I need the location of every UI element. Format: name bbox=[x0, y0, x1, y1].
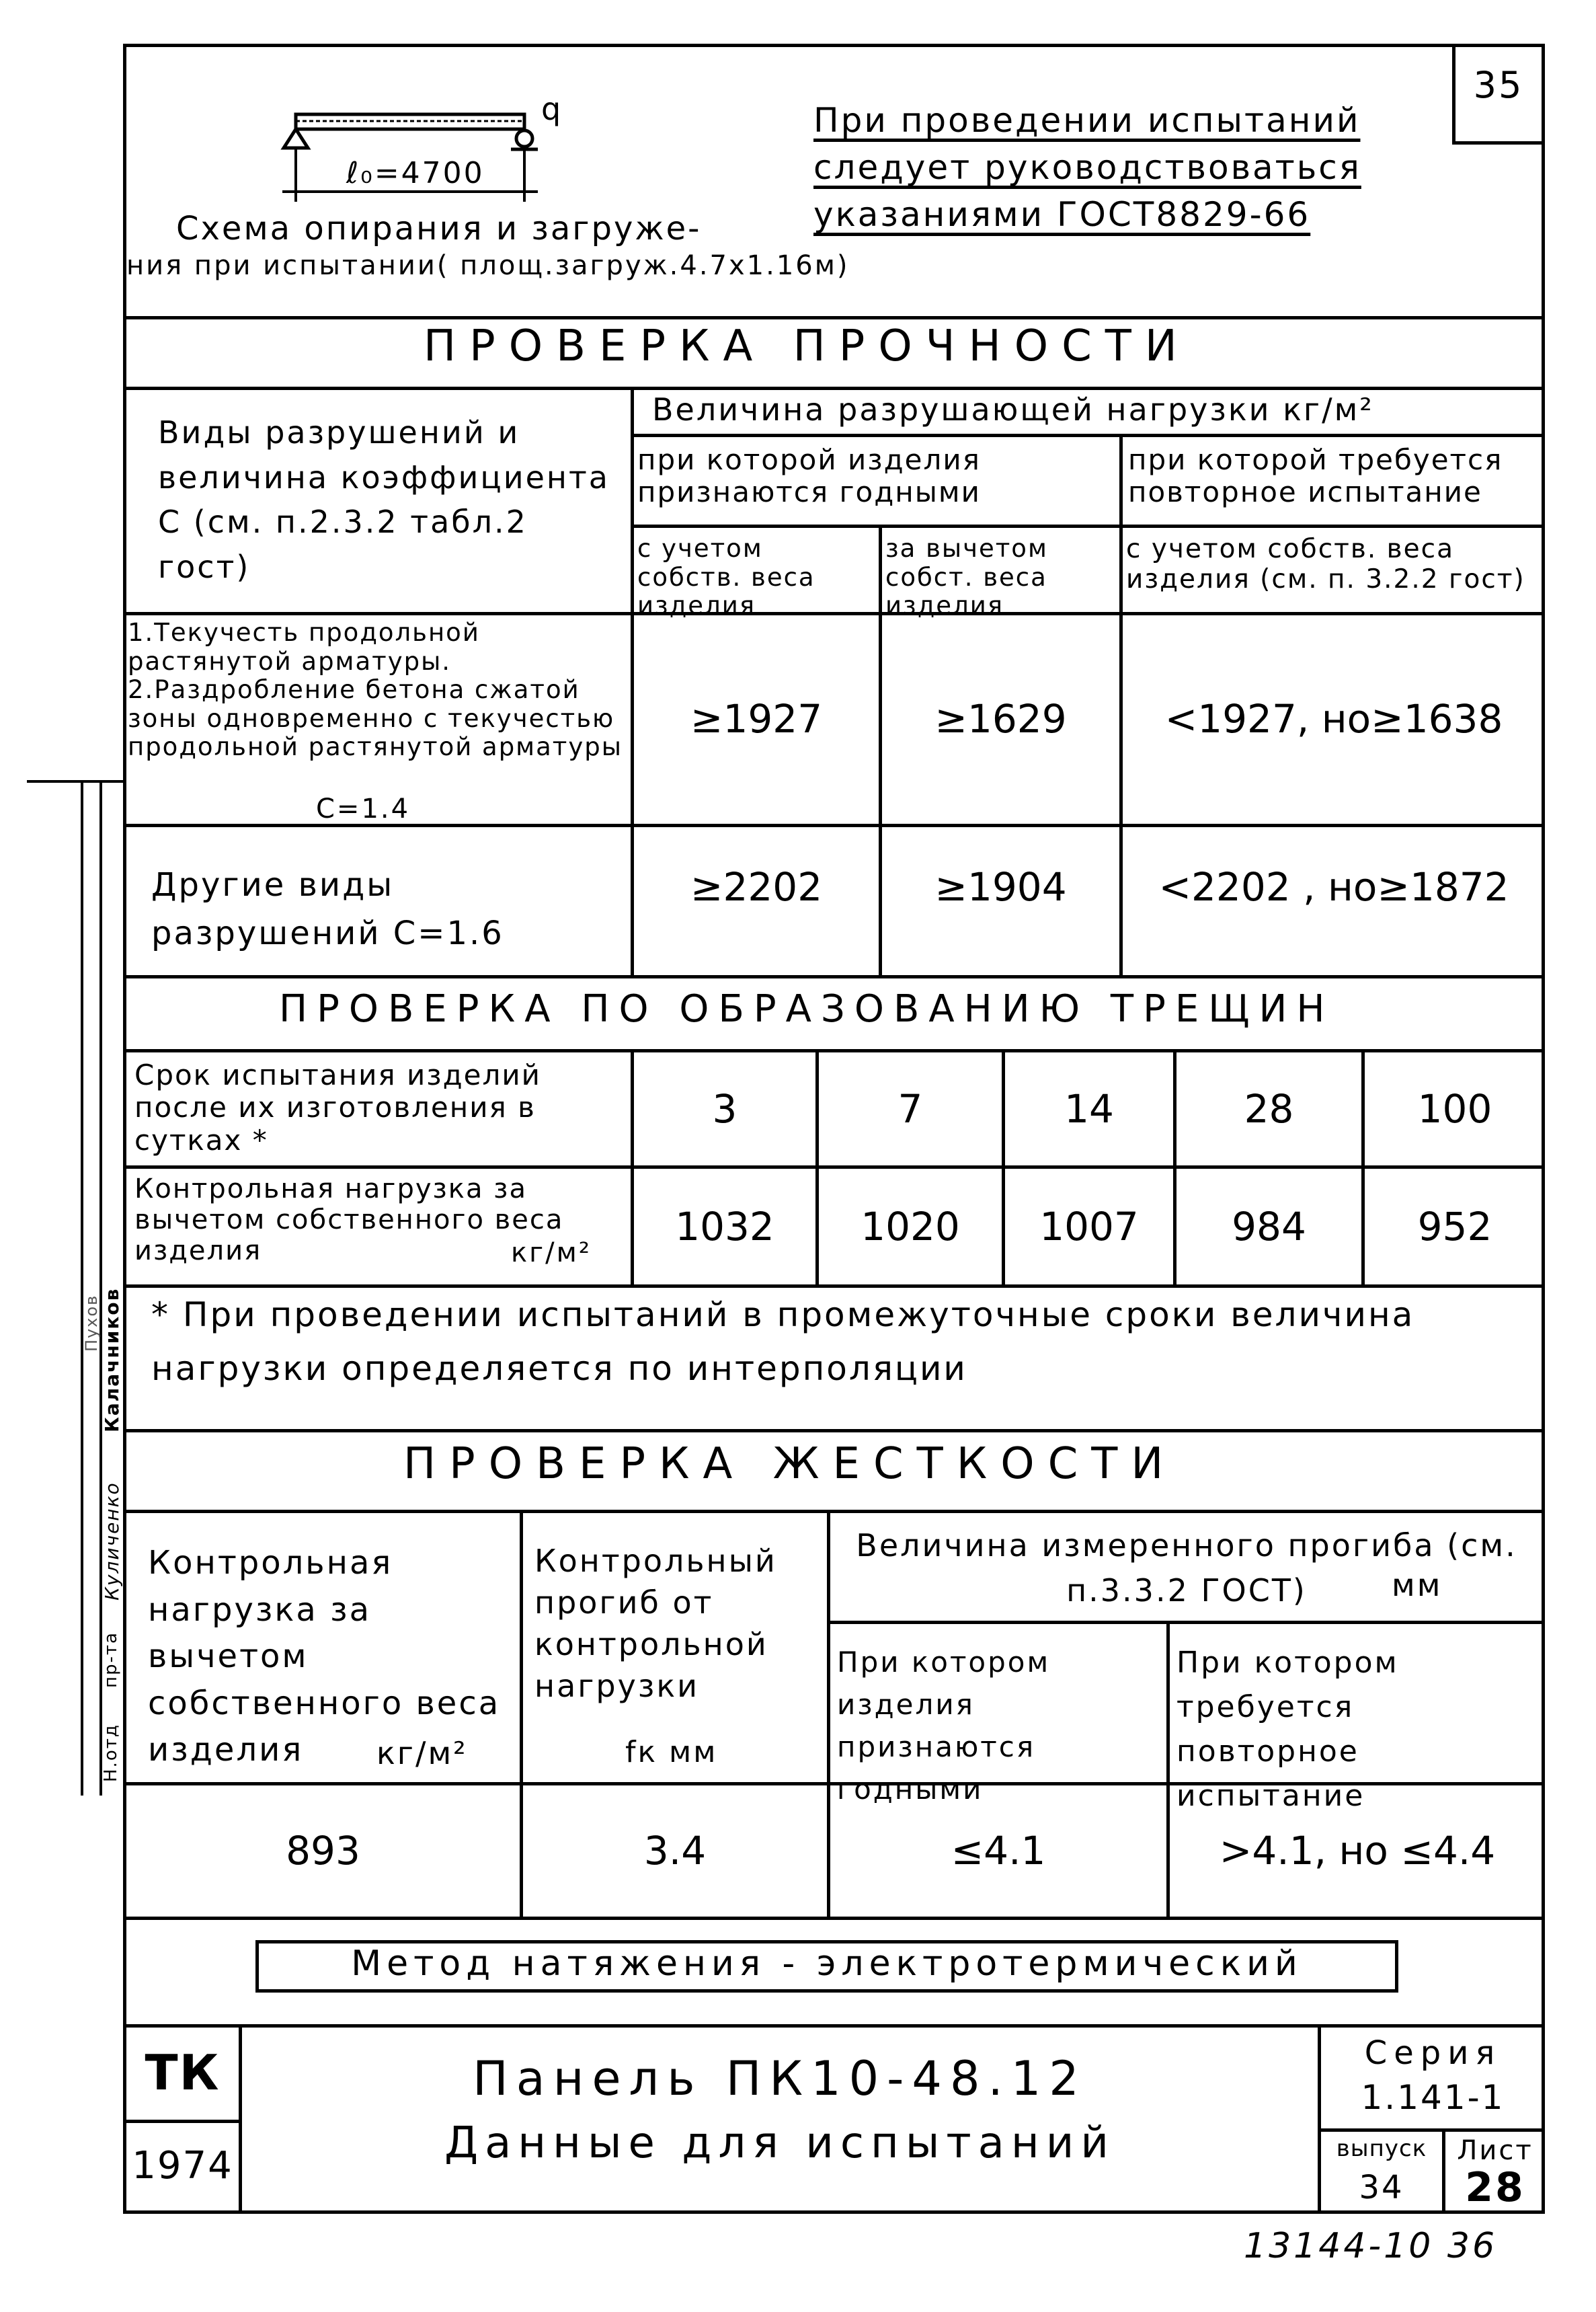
signature-role-2: Н.отд bbox=[101, 1724, 121, 1782]
stiffness-value-load: 893 bbox=[286, 1828, 360, 1874]
cracks-load-14: 1007 bbox=[1039, 1204, 1139, 1249]
strength-row1-minus-weight: ≥1629 bbox=[934, 696, 1067, 742]
series-value: 1.141-1 bbox=[1361, 2078, 1505, 2117]
strength-row2-with-weight: ≥2202 bbox=[690, 864, 823, 910]
cracks-load-7: 1020 bbox=[861, 1204, 960, 1249]
line-strength-top bbox=[123, 316, 1545, 319]
cracks-load-label: Контрольная нагрузка за вычетом собственного веса изделия bbox=[134, 1173, 564, 1266]
line-stiffness-header bbox=[123, 1510, 1545, 1513]
cracks-load-28: 984 bbox=[1232, 1204, 1306, 1249]
cracks-h1 bbox=[123, 1165, 1545, 1169]
stiffness-col3-header: При котором изделия признаются годными bbox=[837, 1646, 1051, 1806]
title-line2: Данные для испытаний bbox=[444, 2118, 1115, 2168]
cracks-term-label: Срок испытания изделий после их изготовления в сутках * bbox=[134, 1058, 541, 1157]
strength-row2-retest: <2202 , но≥1872 bbox=[1158, 864, 1509, 910]
page-number: 35 bbox=[1473, 64, 1524, 106]
line-stiffness-top bbox=[123, 1429, 1545, 1432]
cracks-term-28: 28 bbox=[1244, 1086, 1294, 1132]
stiffness-value-suitable: ≤4.1 bbox=[951, 1828, 1046, 1874]
stiffness-value-retest: >4.1, но ≤4.4 bbox=[1219, 1828, 1496, 1874]
stiffness-col2-header: Контрольный прогиб от контрольной нагрузки bbox=[534, 1543, 777, 1705]
title-org: ТК bbox=[145, 2044, 221, 2101]
series-label: Серия bbox=[1364, 2034, 1502, 2072]
line-cracks-top bbox=[123, 975, 1545, 978]
issue-value: 34 bbox=[1359, 2169, 1404, 2206]
method-text: Метод натяжения - электротермический bbox=[351, 1943, 1303, 1984]
cracks-term-14: 14 bbox=[1064, 1086, 1114, 1132]
stiffness-title: ПРОВЕРКА ЖЕСТКОСТИ bbox=[403, 1439, 1177, 1489]
strength-row1-coef: С=1.4 bbox=[316, 794, 411, 824]
cracks-load-3: 1032 bbox=[675, 1204, 774, 1249]
signature-role-1: пр-та bbox=[101, 1631, 121, 1688]
stiffness-h1 bbox=[827, 1621, 1545, 1624]
test-note-line3: указаниями ГОСТ8829-66 bbox=[813, 195, 1311, 234]
cracks-term-100: 100 bbox=[1417, 1086, 1492, 1132]
stiffness-col4-header: При котором требуется повторное испытание bbox=[1176, 1646, 1399, 1813]
cracks-load-100: 952 bbox=[1417, 1204, 1492, 1249]
strength-title: ПРОВЕРКА ПРОЧНОСТИ bbox=[424, 321, 1191, 371]
stiffness-h3 bbox=[123, 1917, 1545, 1920]
title-year: 1974 bbox=[132, 2144, 233, 2188]
strength-retest-weight-header: с учетом собств. веса изделия (см. п. 3.2.2 гост) bbox=[1126, 534, 1525, 594]
stiffness-col2-unit: fк мм bbox=[625, 1735, 718, 1769]
beam-scheme-sketch bbox=[269, 101, 578, 208]
line-title-top bbox=[123, 2024, 1545, 2028]
test-note-line2: следует руководствоваться bbox=[813, 148, 1361, 187]
stiffness-col1-header: Контрольная нагрузка за вычетом собственного веса изделия bbox=[148, 1544, 501, 1769]
strength-row2-minus-weight: ≥1904 bbox=[934, 864, 1067, 910]
strength-h2 bbox=[631, 525, 1545, 528]
signature-name-2: Куличенко bbox=[101, 1481, 123, 1601]
cracks-footnote: * При проведении испытаний в промежуточные сроки величина нагрузки определяется по интерполяции bbox=[151, 1295, 1415, 1388]
signature-name-1: Калачников bbox=[101, 1287, 123, 1432]
cracks-term-3: 3 bbox=[712, 1086, 737, 1132]
strength-load-header: Величина разрушающей нагрузки кг/м² bbox=[652, 391, 1374, 428]
cracks-load-unit: кг/м² bbox=[511, 1237, 592, 1268]
strength-types-header: Виды разрушений и величина коэффициента С (см. п.2.3.2 табл.2 гост) bbox=[158, 414, 610, 586]
line-cracks-header bbox=[123, 1049, 1545, 1052]
title-h2 bbox=[1318, 2128, 1545, 2132]
stiffness-value-deflection: 3.4 bbox=[643, 1828, 707, 1874]
strength-minus-weight-header: за вычетом собст. веса изделия bbox=[885, 534, 1048, 621]
title-line1: Панель ПК10-48.12 bbox=[473, 2051, 1087, 2106]
scheme-span-label: ℓ₀=4700 bbox=[346, 156, 485, 190]
strength-with-weight-header: с учетом собств. веса изделия bbox=[637, 534, 815, 621]
stiffness-col1-unit: кг/м² bbox=[376, 1735, 468, 1771]
title-h1 bbox=[123, 2120, 239, 2123]
scheme-load-label: q bbox=[541, 91, 563, 127]
strength-h1 bbox=[631, 434, 1545, 437]
issue-label: выпуск bbox=[1336, 2135, 1427, 2162]
margin-line-top bbox=[27, 780, 124, 783]
margin-v1 bbox=[81, 780, 83, 1796]
archive-stamp: 13144-10 36 bbox=[1244, 2226, 1498, 2266]
scheme-caption-line2: ния при испытании( площ.загруж.4.7х1.16м) bbox=[126, 250, 850, 281]
line-strength-header bbox=[123, 387, 1545, 390]
strength-retest-header: при которой требуется повторное испытание bbox=[1128, 443, 1503, 509]
sheet-value: 28 bbox=[1465, 2164, 1525, 2211]
signature-name-3: Пухов bbox=[82, 1294, 101, 1352]
strength-suitable-header: при которой изделия признаются годными bbox=[637, 443, 981, 509]
strength-row1-with-weight: ≥1927 bbox=[690, 696, 823, 742]
strength-row1-type: 1.Текучесть продольной растянутой арматуры. 2.Раздробление бетона сжатой зоны одновременно с текучестью продольной растянутой арматуры bbox=[128, 618, 623, 762]
cracks-title: ПРОВЕРКА ПО ОБРАЗОВАНИЮ ТРЕЩИН bbox=[279, 987, 1334, 1031]
cracks-term-7: 7 bbox=[897, 1086, 923, 1132]
strength-row1-retest: <1927, но≥1638 bbox=[1164, 696, 1503, 742]
sheet-label: Лист bbox=[1457, 2135, 1533, 2166]
scheme-caption-line1: Схема опирания и загруже- bbox=[176, 210, 702, 247]
test-note-line1: При проведении испытаний bbox=[813, 101, 1361, 140]
stiffness-measured-unit: мм bbox=[1392, 1567, 1443, 1603]
stiffness-measured-header: Величина измеренного прогиба (см. п.3.3.2 ГОСТ) bbox=[856, 1527, 1517, 1609]
strength-row2-type: Другие виды разрушений С=1.6 bbox=[151, 866, 504, 952]
